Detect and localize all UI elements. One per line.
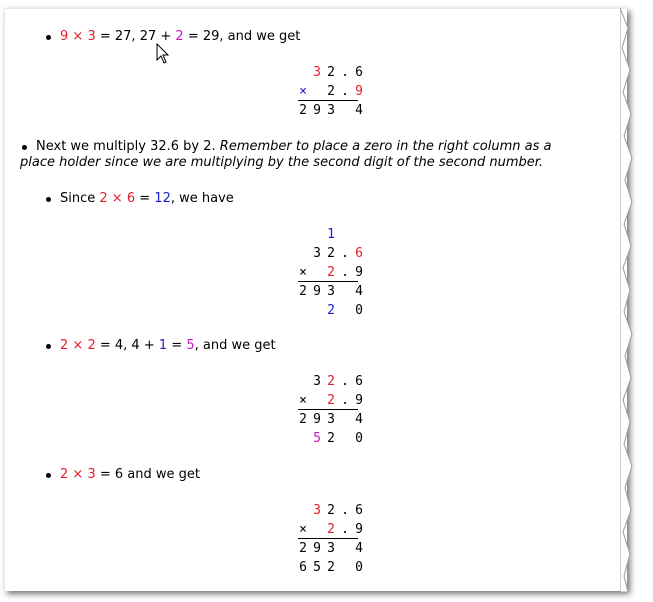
factor-3: 3 xyxy=(87,29,96,44)
digit: 9 xyxy=(355,265,363,280)
mouse-cursor-icon xyxy=(156,43,170,65)
digit: 2 xyxy=(327,246,335,261)
digit: 3 xyxy=(327,412,335,427)
factor: 3 xyxy=(87,467,96,482)
underline xyxy=(298,100,358,101)
bullet xyxy=(46,35,51,40)
bullet xyxy=(46,344,51,349)
intro-line-1 xyxy=(36,139,551,155)
factor: 2 xyxy=(60,467,69,482)
digit: 2 xyxy=(327,65,335,80)
underline xyxy=(298,538,358,539)
digit: 3 xyxy=(327,284,335,299)
digit: 2 xyxy=(327,303,335,318)
digit: 9 xyxy=(313,284,321,299)
step-4-text xyxy=(60,467,200,483)
digit: 6 xyxy=(355,246,363,261)
digit: 2 xyxy=(299,412,307,427)
decimal-point: . xyxy=(341,265,349,280)
digit: 2 xyxy=(327,374,335,389)
digit: 5 xyxy=(313,560,321,575)
digit: 2 xyxy=(327,522,335,537)
times-sign: × xyxy=(299,84,307,99)
factor: 2 xyxy=(60,338,69,353)
bullet xyxy=(22,145,27,150)
carry: 1 xyxy=(158,338,168,353)
times-sign: × xyxy=(68,467,88,482)
times-sign: × xyxy=(299,522,307,537)
digit: 5 xyxy=(313,431,321,446)
torn-edge xyxy=(620,8,634,592)
bullet xyxy=(46,473,51,478)
digit: 2 xyxy=(299,103,307,118)
step-2-pre: Since xyxy=(60,191,100,206)
underline xyxy=(298,409,358,410)
factor: 2 xyxy=(99,191,108,206)
intro-line-2 xyxy=(20,155,543,171)
digit: 4 xyxy=(355,541,363,556)
digit: 3 xyxy=(313,374,321,389)
carry-digit: 1 xyxy=(327,227,335,242)
times-sign: × xyxy=(107,191,127,206)
decimal-point: . xyxy=(341,246,349,261)
digit: 6 xyxy=(355,503,363,518)
digit: 9 xyxy=(355,522,363,537)
placeholder-zero: 0 xyxy=(355,303,363,318)
product: 12 xyxy=(154,191,171,206)
step-4-end: = 6 and we get xyxy=(95,467,200,482)
underline xyxy=(298,281,358,282)
digit: 9 xyxy=(355,393,363,408)
digit: 2 xyxy=(299,541,307,556)
digit: 3 xyxy=(327,103,335,118)
equals: = xyxy=(135,191,155,206)
digit: 4 xyxy=(355,284,363,299)
factor-9: 9 xyxy=(60,29,69,44)
digit: 6 xyxy=(355,374,363,389)
times-sign: × xyxy=(68,338,88,353)
step-1-mid: = 27, 27 + xyxy=(95,29,176,44)
times-sign: × xyxy=(299,393,307,408)
step-3-end: , and we get xyxy=(194,338,276,353)
intro-emphasis-2: place holder since we are multiplying by the second digit of the second number. xyxy=(20,155,544,170)
step-3-mid: = 4, 4 + xyxy=(95,338,159,353)
factor: 2 xyxy=(87,338,96,353)
factor: 6 xyxy=(126,191,136,206)
digit: 2 xyxy=(327,560,335,575)
digit: 4 xyxy=(355,103,363,118)
digit: 3 xyxy=(327,541,335,556)
times-sign: × xyxy=(68,29,88,44)
equals: = xyxy=(167,338,187,353)
digit: 6 xyxy=(299,560,307,575)
placeholder-zero: 0 xyxy=(355,560,363,575)
bullet xyxy=(46,197,51,202)
digit: 2 xyxy=(327,393,335,408)
decimal-point: . xyxy=(341,65,349,80)
step-1-text xyxy=(60,29,300,45)
digit: 2 xyxy=(327,503,335,518)
placeholder-zero: 0 xyxy=(355,431,363,446)
digit: 9 xyxy=(355,84,363,99)
decimal-point: . xyxy=(341,393,349,408)
digit: 9 xyxy=(313,412,321,427)
intro-emphasis-1: Remember to place a zero in the right column as a xyxy=(219,139,552,154)
step-1-end: = 29, and we get xyxy=(183,29,301,44)
digit: 3 xyxy=(313,246,321,261)
digit: 2 xyxy=(327,84,335,99)
step-2-post: , we have xyxy=(170,191,234,206)
digit: 2 xyxy=(327,265,335,280)
decimal-point: . xyxy=(341,84,349,99)
digit: 3 xyxy=(313,65,321,80)
digit: 9 xyxy=(313,103,321,118)
digit: 9 xyxy=(313,541,321,556)
sum: 5 xyxy=(186,338,195,353)
digit: 3 xyxy=(313,503,321,518)
digit: 2 xyxy=(327,431,335,446)
digit: 6 xyxy=(355,65,363,80)
decimal-point: . xyxy=(341,503,349,518)
decimal-point: . xyxy=(341,374,349,389)
digit: 2 xyxy=(299,284,307,299)
carry-2: 2 xyxy=(175,29,184,44)
times-sign: × xyxy=(299,265,307,280)
step-3-text xyxy=(60,338,276,354)
decimal-point: . xyxy=(341,522,349,537)
intro-lead: Next we multiply 32.6 by 2. xyxy=(36,139,220,154)
digit: 4 xyxy=(355,412,363,427)
step-2-text xyxy=(60,191,234,207)
